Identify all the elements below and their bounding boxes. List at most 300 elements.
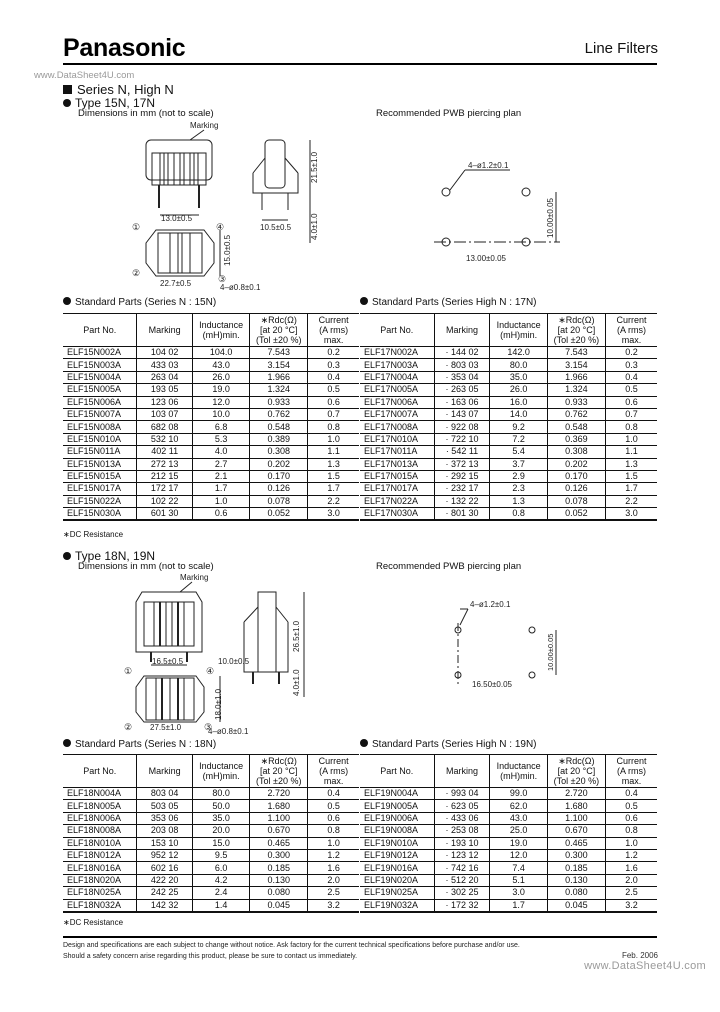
table-row [63, 458, 359, 470]
rdc-cell: 1.100 [547, 812, 605, 824]
rdc-cell: 1.680 [250, 800, 308, 812]
current-cell: 1.2 [308, 849, 359, 861]
col-inductance: Inductance (mH)min. [490, 314, 548, 347]
current-cell: 1.6 [308, 862, 359, 874]
svg-text:10.00±0.05: 10.00±0.05 [546, 198, 555, 238]
part-number-cell: ELF18N006A [63, 812, 137, 824]
type2-dims-caption: Dimensions in mm (not to scale) [78, 561, 214, 572]
table-row [360, 470, 657, 482]
table-row [360, 812, 657, 824]
table-row [360, 495, 657, 507]
svg-text:10.0±0.5: 10.0±0.5 [218, 657, 250, 666]
marking-cell: · 801 30 [434, 508, 490, 521]
category-title: Line Filters [584, 40, 658, 57]
table-row [63, 359, 359, 371]
part-number-cell: ELF15N008A [63, 421, 137, 433]
current-cell: 0.4 [605, 371, 657, 383]
col-rdc: ∗Rdc(Ω) [at 20 °C] (Tol ±20 %) [547, 314, 605, 347]
inductance-cell: 1.0 [192, 495, 249, 507]
part-number-cell: ELF15N017A [63, 483, 137, 495]
part-number-cell: ELF18N012A [63, 849, 137, 861]
type2-pwb-caption: Recommended PWB piercing plan [376, 561, 522, 572]
svg-text:4–ø0.8±0.1: 4–ø0.8±0.1 [208, 727, 249, 736]
current-cell: 0.2 [308, 347, 359, 359]
svg-text:④: ④ [206, 666, 215, 676]
svg-text:27.5±1.0: 27.5±1.0 [150, 723, 182, 732]
part-number-cell: ELF15N013A [63, 458, 137, 470]
inductance-cell: 5.4 [490, 446, 548, 458]
marking-cell: 422 20 [137, 874, 192, 886]
marking-cell: 602 16 [137, 862, 192, 874]
part-number-cell: ELF19N006A [360, 812, 434, 824]
part-number-cell: ELF18N032A [63, 899, 137, 912]
current-cell: 0.4 [308, 371, 359, 383]
table-row [360, 508, 657, 521]
part-number-cell: ELF18N016A [63, 862, 137, 874]
current-cell: 0.5 [605, 384, 657, 396]
inductance-cell: 99.0 [490, 788, 548, 800]
part-number-cell: ELF18N025A [63, 887, 137, 899]
current-cell: 1.0 [605, 837, 657, 849]
part-number-cell: ELF18N005A [63, 800, 137, 812]
table-row [63, 384, 359, 396]
inductance-cell: 142.0 [490, 347, 548, 359]
square-bullet-icon [63, 85, 72, 94]
inductance-cell: 16.0 [490, 396, 548, 408]
svg-text:16.5±0.5: 16.5±0.5 [152, 657, 184, 666]
rdc-cell: 0.045 [250, 899, 308, 912]
current-cell: 0.7 [308, 408, 359, 420]
marking-cell: 123 06 [137, 396, 192, 408]
svg-text:②: ② [132, 268, 141, 278]
circle-bullet-icon [63, 99, 71, 107]
type2-title: Type 18N, 19N [63, 549, 155, 563]
table-row [63, 849, 359, 861]
inductance-cell: 1.3 [490, 495, 548, 507]
part-number-cell: ELF15N007A [63, 408, 137, 420]
current-cell: 1.5 [605, 470, 657, 482]
marking-cell: · 512 20 [434, 874, 490, 886]
rdc-cell: 0.369 [547, 433, 605, 445]
col-part-no: Part No. [63, 314, 137, 347]
col-inductance: Inductance (mH)min. [490, 755, 548, 788]
svg-text:18.0±1.0: 18.0±1.0 [214, 688, 223, 720]
marking-cell: · 372 13 [434, 458, 490, 470]
current-cell: 1.0 [605, 433, 657, 445]
table-row [360, 887, 657, 899]
rdc-cell: 0.130 [250, 874, 308, 886]
table-17n-title: Standard Parts (Series High N : 17N) [360, 297, 537, 308]
part-number-cell: ELF17N006A [360, 396, 434, 408]
table-row [63, 347, 359, 359]
marking-cell: · 302 25 [434, 887, 490, 899]
rdc-cell: 7.543 [250, 347, 308, 359]
svg-text:22.7±0.5: 22.7±0.5 [160, 279, 192, 288]
inductance-cell: 9.5 [192, 849, 249, 861]
type1-dimension-drawing [120, 118, 335, 293]
rdc-cell: 0.300 [250, 849, 308, 861]
marking-cell: 952 12 [137, 849, 192, 861]
col-marking: Marking [434, 314, 490, 347]
current-cell: 1.7 [605, 483, 657, 495]
inductance-cell: 12.0 [490, 849, 548, 861]
marking-cell: · 163 06 [434, 396, 490, 408]
marking-cell: 402 11 [137, 446, 192, 458]
inductance-cell: 0.6 [192, 508, 249, 521]
part-number-cell: ELF17N007A [360, 408, 434, 420]
current-cell: 0.4 [308, 788, 359, 800]
inductance-cell: 2.1 [192, 470, 249, 482]
table-15n-title: Standard Parts (Series N : 15N) [63, 297, 216, 308]
marking-cell: · 263 05 [434, 384, 490, 396]
svg-text:Marking: Marking [180, 573, 209, 582]
brand-logo: Panasonic [63, 34, 186, 62]
current-cell: 0.6 [605, 396, 657, 408]
current-cell: 1.0 [308, 433, 359, 445]
rdc-cell: 0.389 [250, 433, 308, 445]
part-number-cell: ELF18N004A [63, 788, 137, 800]
rdc-cell: 1.966 [250, 371, 308, 383]
table-row [63, 837, 359, 849]
current-cell: 2.0 [605, 874, 657, 886]
current-cell: 0.8 [605, 421, 657, 433]
table-18n-title: Standard Parts (Series N : 18N) [63, 739, 216, 750]
table-row [63, 788, 359, 800]
rdc-cell: 1.966 [547, 371, 605, 383]
current-cell: 3.2 [308, 899, 359, 912]
current-cell: 2.5 [308, 887, 359, 899]
part-number-cell: ELF19N032A [360, 899, 434, 912]
part-number-cell: ELF18N008A [63, 825, 137, 837]
inductance-cell: 2.7 [192, 458, 249, 470]
rdc-cell: 3.154 [250, 359, 308, 371]
marking-cell: 263 04 [137, 371, 192, 383]
table-row [360, 899, 657, 912]
marking-cell: · 193 10 [434, 837, 490, 849]
inductance-cell: 62.0 [490, 800, 548, 812]
footer-date: Feb. 2006 [621, 951, 658, 960]
current-cell: 2.5 [605, 887, 657, 899]
part-number-cell: ELF15N030A [63, 508, 137, 521]
rdc-cell: 1.680 [547, 800, 605, 812]
part-number-cell: ELF17N005A [360, 384, 434, 396]
rdc-cell: 0.762 [250, 408, 308, 420]
part-number-cell: ELF17N004A [360, 371, 434, 383]
marking-cell: 212 15 [137, 470, 192, 482]
marking-cell: 353 06 [137, 812, 192, 824]
marking-cell: · 742 16 [434, 862, 490, 874]
current-cell: 1.2 [605, 849, 657, 861]
table-18n-note: ∗DC Resistance [63, 918, 124, 927]
current-cell: 1.1 [308, 446, 359, 458]
part-number-cell: ELF19N008A [360, 825, 434, 837]
marking-cell: 242 25 [137, 887, 192, 899]
inductance-cell: 25.0 [490, 825, 548, 837]
table-row [63, 862, 359, 874]
table-row [360, 371, 657, 383]
inductance-cell: 19.0 [490, 837, 548, 849]
inductance-cell: 20.0 [192, 825, 249, 837]
current-cell: 0.6 [308, 396, 359, 408]
rdc-cell: 0.548 [547, 421, 605, 433]
table-15n-note: ∗DC Resistance [63, 530, 124, 539]
rdc-cell: 0.548 [250, 421, 308, 433]
svg-text:4.0±1.0: 4.0±1.0 [310, 213, 319, 240]
current-cell: 1.7 [308, 483, 359, 495]
current-cell: 0.8 [308, 421, 359, 433]
current-cell: 0.6 [605, 812, 657, 824]
current-cell: 3.2 [605, 899, 657, 912]
col-rdc: ∗Rdc(Ω) [at 20 °C] (Tol ±20 %) [250, 755, 308, 788]
inductance-cell: 4.2 [192, 874, 249, 886]
part-number-cell: ELF17N030A [360, 508, 434, 521]
marking-cell: 272 13 [137, 458, 192, 470]
part-number-cell: ELF15N010A [63, 433, 137, 445]
rdc-cell: 3.154 [547, 359, 605, 371]
svg-text:Marking: Marking [190, 121, 219, 130]
current-cell: 0.8 [308, 825, 359, 837]
rdc-cell: 0.308 [547, 446, 605, 458]
part-number-cell: ELF15N022A [63, 495, 137, 507]
marking-cell: 433 03 [137, 359, 192, 371]
table-row [63, 396, 359, 408]
part-number-cell: ELF17N003A [360, 359, 434, 371]
header-rule [63, 63, 657, 65]
current-cell: 0.6 [308, 812, 359, 824]
watermark-bottom[interactable]: www.DataSheet4U.com [584, 960, 706, 972]
svg-text:16.50±0.05: 16.50±0.05 [472, 680, 512, 689]
rdc-cell: 0.080 [250, 887, 308, 899]
col-current: Current (A rms) max. [605, 755, 657, 788]
table-row [63, 495, 359, 507]
rdc-cell: 0.045 [547, 899, 605, 912]
marking-cell: · 253 08 [434, 825, 490, 837]
circle-bullet-icon [360, 297, 368, 305]
marking-cell: · 353 04 [434, 371, 490, 383]
table-row [63, 887, 359, 899]
table-row [360, 800, 657, 812]
current-cell: 0.3 [605, 359, 657, 371]
marking-cell: · 722 10 [434, 433, 490, 445]
part-number-cell: ELF17N013A [360, 458, 434, 470]
rdc-cell: 0.465 [250, 837, 308, 849]
part-number-cell: ELF19N020A [360, 874, 434, 886]
rdc-cell: 2.720 [547, 788, 605, 800]
table-row [63, 421, 359, 433]
type1-pwb-plan [420, 140, 570, 270]
table-row [360, 458, 657, 470]
table-row [360, 384, 657, 396]
circle-bullet-icon [360, 739, 368, 747]
inductance-cell: 0.8 [490, 508, 548, 521]
part-number-cell: ELF17N022A [360, 495, 434, 507]
table-18n [63, 754, 359, 913]
type2-dimension-drawing [120, 572, 335, 737]
current-cell: 0.8 [605, 825, 657, 837]
current-cell: 1.5 [308, 470, 359, 482]
inductance-cell: 7.4 [490, 862, 548, 874]
type1-title: Type 15N, 17N [63, 96, 155, 110]
svg-text:4–ø1.2±0.1: 4–ø1.2±0.1 [470, 600, 511, 609]
svg-text:13.00±0.05: 13.00±0.05 [466, 254, 506, 263]
rdc-cell: 0.202 [250, 458, 308, 470]
table-row [63, 812, 359, 824]
inductance-cell: 12.0 [192, 396, 249, 408]
table-19n [360, 754, 657, 913]
inductance-cell: 1.7 [192, 483, 249, 495]
part-number-cell: ELF19N016A [360, 862, 434, 874]
marking-cell: · 623 05 [434, 800, 490, 812]
marking-cell: 601 30 [137, 508, 192, 521]
inductance-cell: 80.0 [192, 788, 249, 800]
part-number-cell: ELF19N025A [360, 887, 434, 899]
svg-text:①: ① [132, 222, 141, 232]
section-title: Series N, High N [63, 82, 174, 97]
table-row [63, 825, 359, 837]
watermark-top[interactable]: www.DataSheet4U.com [34, 70, 135, 81]
table-row [360, 849, 657, 861]
marking-cell: · 143 07 [434, 408, 490, 420]
table-row [360, 421, 657, 433]
rdc-cell: 0.933 [250, 396, 308, 408]
rdc-cell: 0.126 [547, 483, 605, 495]
col-part-no: Part No. [360, 314, 434, 347]
svg-text:4–ø1.2±0.1: 4–ø1.2±0.1 [468, 161, 509, 170]
table-row [360, 837, 657, 849]
table-row [360, 446, 657, 458]
part-number-cell: ELF17N017A [360, 483, 434, 495]
inductance-cell: 6.8 [192, 421, 249, 433]
inductance-cell: 9.2 [490, 421, 548, 433]
table-row [63, 800, 359, 812]
marking-cell: · 144 02 [434, 347, 490, 359]
rdc-cell: 0.078 [250, 495, 308, 507]
table-row [63, 899, 359, 912]
marking-cell: 682 08 [137, 421, 192, 433]
part-number-cell: ELF15N015A [63, 470, 137, 482]
rdc-cell: 0.465 [547, 837, 605, 849]
current-cell: 2.2 [308, 495, 359, 507]
inductance-cell: 4.0 [192, 446, 249, 458]
inductance-cell: 1.7 [490, 899, 548, 912]
col-part-no: Part No. [63, 755, 137, 788]
rdc-cell: 0.670 [250, 825, 308, 837]
marking-cell: · 542 11 [434, 446, 490, 458]
part-number-cell: ELF17N002A [360, 347, 434, 359]
marking-cell: 203 08 [137, 825, 192, 837]
col-marking: Marking [137, 755, 192, 788]
marking-cell: · 433 06 [434, 812, 490, 824]
rdc-cell: 2.720 [250, 788, 308, 800]
rdc-cell: 1.324 [547, 384, 605, 396]
marking-cell: 193 05 [137, 384, 192, 396]
inductance-cell: 35.0 [192, 812, 249, 824]
marking-cell: 104 02 [137, 347, 192, 359]
table-row [63, 508, 359, 521]
table-row [63, 874, 359, 886]
table-row [360, 396, 657, 408]
table-row [360, 874, 657, 886]
table-15n [63, 313, 359, 521]
current-cell: 0.5 [605, 800, 657, 812]
current-cell: 0.2 [605, 347, 657, 359]
col-inductance: Inductance (mH)min. [192, 755, 249, 788]
marking-cell: · 123 12 [434, 849, 490, 861]
table-row [360, 483, 657, 495]
table-row [360, 359, 657, 371]
current-cell: 0.5 [308, 384, 359, 396]
marking-cell: · 993 04 [434, 788, 490, 800]
rdc-cell: 7.543 [547, 347, 605, 359]
inductance-cell: 14.0 [490, 408, 548, 420]
rdc-cell: 0.762 [547, 408, 605, 420]
footer-disclaimer: Design and specifications are each subject to change without notice. Ask factory for the current technical specifications before purchase and/or use. Should a safety concern arise regarding this product, please be sure to contact us immediately. [63, 942, 520, 960]
table-row [63, 371, 359, 383]
inductance-cell: 2.9 [490, 470, 548, 482]
rdc-cell: 0.052 [547, 508, 605, 521]
svg-text:21.5±1.0: 21.5±1.0 [310, 151, 319, 183]
inductance-cell: 43.0 [192, 359, 249, 371]
part-number-cell: ELF18N020A [63, 874, 137, 886]
part-number-cell: ELF15N005A [63, 384, 137, 396]
marking-cell: · 292 15 [434, 470, 490, 482]
table-row [360, 825, 657, 837]
svg-text:③: ③ [218, 274, 227, 284]
inductance-cell: 43.0 [490, 812, 548, 824]
current-cell: 1.1 [605, 446, 657, 458]
marking-cell: · 232 17 [434, 483, 490, 495]
current-cell: 1.6 [605, 862, 657, 874]
rdc-cell: 0.300 [547, 849, 605, 861]
rdc-cell: 0.130 [547, 874, 605, 886]
current-cell: 3.0 [308, 508, 359, 521]
col-marking: Marking [137, 314, 192, 347]
table-row [360, 862, 657, 874]
marking-cell: 103 07 [137, 408, 192, 420]
table-row [63, 408, 359, 420]
rdc-cell: 0.170 [250, 470, 308, 482]
circle-bullet-icon [63, 739, 71, 747]
type2-pwb-plan [420, 595, 570, 695]
col-rdc: ∗Rdc(Ω) [at 20 °C] (Tol ±20 %) [547, 755, 605, 788]
marking-cell: · 803 03 [434, 359, 490, 371]
table-row [63, 433, 359, 445]
col-inductance: Inductance (mH)min. [192, 314, 249, 347]
rdc-cell: 0.080 [547, 887, 605, 899]
type1-pwb-caption: Recommended PWB piercing plan [376, 108, 522, 119]
current-cell: 0.7 [605, 408, 657, 420]
inductance-cell: 7.2 [490, 433, 548, 445]
type1-dims-caption: Dimensions in mm (not to scale) [78, 108, 214, 119]
rdc-cell: 0.052 [250, 508, 308, 521]
part-number-cell: ELF15N002A [63, 347, 137, 359]
table-row [360, 408, 657, 420]
marking-cell: 142 32 [137, 899, 192, 912]
inductance-cell: 35.0 [490, 371, 548, 383]
current-cell: 3.0 [605, 508, 657, 521]
footer-rule [63, 936, 657, 938]
col-marking: Marking [434, 755, 490, 788]
part-number-cell: ELF17N008A [360, 421, 434, 433]
inductance-cell: 5.3 [192, 433, 249, 445]
circle-bullet-icon [63, 297, 71, 305]
inductance-cell: 5.1 [490, 874, 548, 886]
svg-text:10.00±0.05: 10.00±0.05 [546, 633, 555, 671]
part-number-cell: ELF19N010A [360, 837, 434, 849]
rdc-cell: 0.185 [547, 862, 605, 874]
rdc-cell: 1.324 [250, 384, 308, 396]
svg-text:②: ② [124, 722, 133, 732]
